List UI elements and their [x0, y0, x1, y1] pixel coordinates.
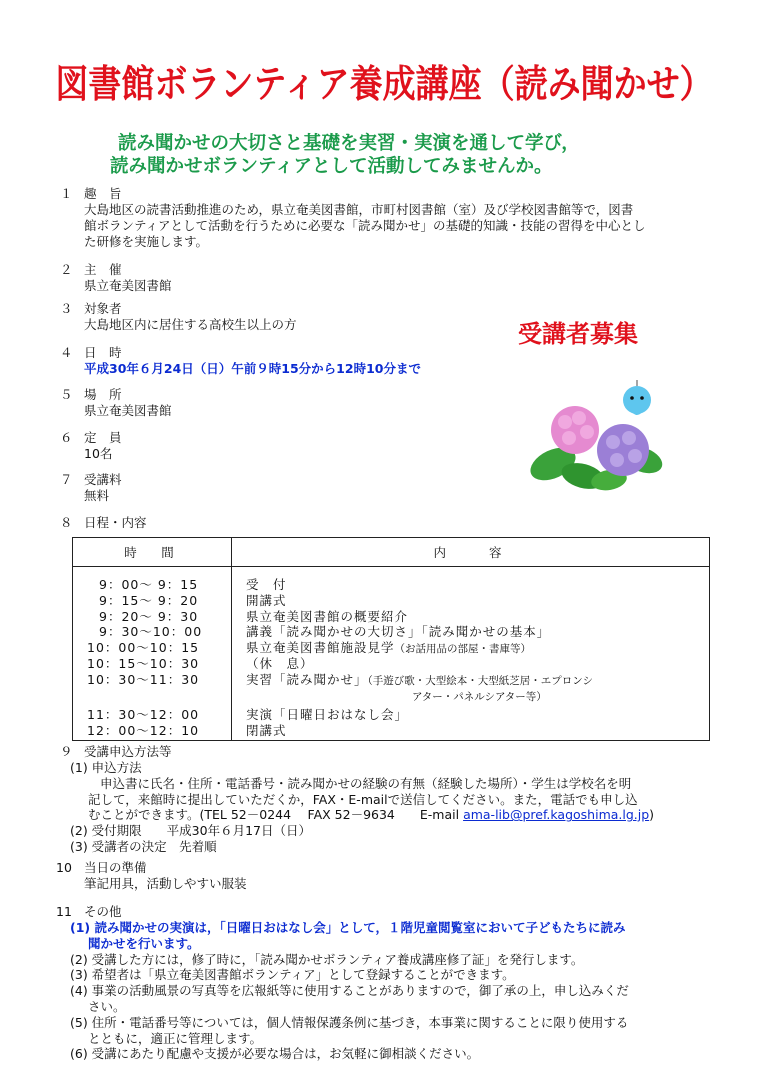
section-heading: その他 [84, 904, 122, 919]
schedule-header-content: 内 容 [232, 538, 710, 567]
schedule-item-main: 県立奄美図書館の概要紹介 [246, 608, 409, 624]
subtitle-line-2: 読み聞かせボランティアとして活動してみませんか。 [110, 156, 553, 177]
schedule-item-note: アター・パネルシアター等） [412, 690, 547, 703]
section-number: ５ [60, 387, 73, 402]
section-number: １ [60, 186, 73, 201]
hydrangea-illustration [525, 372, 665, 496]
schedule-item [246, 624, 708, 640]
schedule-item-main: 県立奄美図書館施設見学 [246, 640, 395, 656]
section-heading: 対象者 [84, 301, 122, 316]
section-heading: 主 催 [84, 262, 122, 277]
schedule-item-main: 受 付 [246, 577, 287, 592]
schedule-item [246, 688, 708, 704]
schedule-item [246, 593, 708, 609]
section-heading: 趣 旨 [84, 186, 122, 201]
section-heading: 定 員 [84, 430, 122, 445]
section-body: 平成30年６月24日（日）午前９時15分から12時10分まで [84, 361, 421, 376]
schedule-table [72, 537, 710, 741]
page-title: 図書館ボランティア養成講座（読み聞かせ） [55, 61, 713, 107]
application-deadline: (2) 受付期限 平成30年６月17日（日） [70, 823, 311, 839]
section-heading: 場 所 [84, 387, 122, 402]
section-number: ８ [60, 515, 73, 530]
schedule-time: 9：15～ 9：20 [99, 592, 199, 608]
schedule-time: 10：15～10：30 [87, 655, 200, 671]
schedule-time: 10：30～11：30 [87, 671, 200, 687]
schedule-item-main: （休 息） [246, 655, 314, 671]
schedule-time [87, 688, 230, 704]
section-number: 10 [56, 860, 72, 875]
contact-text: むことができます。(TEL 52－0244 FAX 52－9634 E-mail [88, 807, 460, 823]
other-item-5a: (5) 住所・電話番号等については，個人情報保護条例に基づき，本事業に関することに限り使用する [70, 1014, 629, 1030]
schedule-item [246, 640, 708, 656]
schedule-item-note: （お話用品の部屋・書庫等） [394, 643, 532, 656]
schedule-item-main: 実習「読み聞かせ」 [246, 671, 368, 687]
application-selection: (3) 受講者の決定 先着順 [70, 838, 217, 854]
schedule-time: 9：30～10：00 [99, 624, 203, 640]
section-heading: 受講申込方法等 [84, 744, 172, 759]
schedule-item-main: 開講式 [246, 592, 287, 608]
section-number: ３ [60, 301, 73, 316]
other-item-1a: (1) 読み聞かせの実演は，「日曜日おはなし会」として，１階児童閲覧室において子どもたちに読み [70, 920, 626, 935]
schedule-item-note: （手遊び歌・大型絵本・大型紙芝居・エプロンシ [367, 674, 594, 687]
section-body: 無料 [84, 488, 110, 503]
other-item-5b: とともに，適正に管理します。 [88, 1030, 263, 1046]
application-method-body-3 [70, 807, 730, 823]
schedule-item [246, 672, 708, 688]
schedule-item-main: 閉講式 [246, 723, 287, 739]
section-number: ４ [60, 345, 73, 360]
subtitle [110, 132, 710, 178]
schedule-time: 9：00～ 9：15 [99, 577, 199, 592]
other-item-1b: 聞かせを行います。 [88, 935, 200, 951]
other-item-6: (6) 受講にあたり配慮や支援が必要な場合は，お気軽に御相談ください。 [70, 1046, 480, 1062]
section-body: 県立奄美図書館 [84, 278, 172, 293]
section-number: 11 [56, 904, 72, 919]
schedule-time: 9：20～ 9：30 [99, 608, 199, 624]
section-body: 筆記用具，活動しやすい服装 [84, 876, 247, 891]
section-number: ９ [60, 744, 73, 759]
schedule-time: 12：00～12：10 [87, 723, 200, 739]
section-number: ２ [60, 262, 73, 277]
section-number: ７ [60, 472, 73, 487]
schedule-times [73, 567, 232, 741]
email-link[interactable]: ama-lib@pref.kagoshima.lg.jp [463, 807, 650, 823]
schedule-item [246, 656, 708, 672]
schedule-time: 10：00～10：15 [87, 640, 200, 656]
schedule-item [246, 577, 708, 593]
other-item-3: (3) 希望者は「県立奄美図書館ボランティア」として登録することができます。 [70, 967, 515, 983]
schedule-item [246, 609, 708, 625]
contact-close: ) [649, 807, 655, 823]
schedule-item [246, 703, 708, 723]
section-heading: 受講料 [84, 472, 122, 487]
other-item-4b: さい。 [88, 998, 126, 1014]
other-item-2: (2) 受講した方には，修了時に，「読み聞かせボランティア養成講座修了証」を発行します。 [70, 951, 584, 967]
schedule-items [232, 567, 710, 741]
application-method-label: (1) 申込方法 [70, 760, 142, 775]
section-body: 県立奄美図書館 [84, 403, 172, 418]
schedule-time: 11：30～12：00 [87, 707, 200, 723]
section-heading: 日程・内容 [84, 515, 147, 530]
subtitle-line-1: 読み聞かせの大切さと基礎を実習・実演を通して学び， [118, 133, 580, 154]
schedule-item [246, 723, 708, 739]
recruit-label: 受講者募集 [518, 320, 638, 348]
section-body: 10名 [84, 446, 113, 461]
section-body: 大島地区の読書活動推進のため，県立奄美図書館，市町村図書館（室）及び学校図書館等で，図書 館ボランティアとして活動を行うために必要な「読み聞かせ」の基礎的知識・技能の習得を中心とし た研修を実施します。 [84, 202, 646, 249]
schedule-header-time: 時 間 [73, 538, 232, 567]
schedule-item-main: 実演「日曜日おはなし会」 [246, 707, 409, 723]
section-heading: 日 時 [84, 345, 122, 360]
other-item-4a: (4) 事業の活動風景の写真等を広報紙等に使用することがありますので，御了承の上，申し込みくだ [70, 983, 629, 999]
schedule-item-main: 講義「読み聞かせの大切さ」「読み聞かせの基本」 [246, 624, 551, 640]
application-method-body-1: 申込書に氏名・住所・電話番号・読み聞かせの経験の有無（経験した場所）・学生は学校名を明 [100, 775, 632, 791]
application-method-body-2: 記して，来館時に提出していただくか，FAX・E-mailで送信してください。また，電話でも申し込 [88, 791, 638, 807]
section-heading: 当日の準備 [84, 860, 147, 875]
section-body: 大島地区内に居住する高校生以上の方 [84, 317, 297, 332]
section-number: ６ [60, 430, 73, 445]
